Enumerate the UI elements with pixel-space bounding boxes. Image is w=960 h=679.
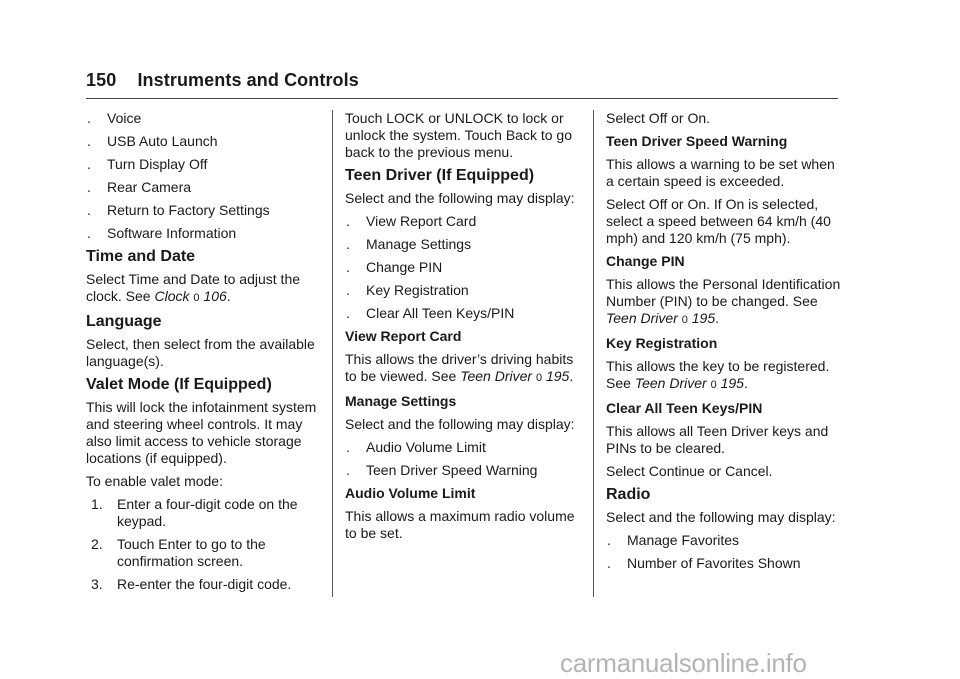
page-ref-arrow-icon: 0 xyxy=(193,292,200,304)
bullet-mark: . xyxy=(87,110,91,126)
radio-heading: Radio xyxy=(606,486,651,503)
list-item-label: Turn Display Off xyxy=(107,156,208,172)
audio-volume-limit-text: This allows a maximum radio volume to be set. xyxy=(345,508,575,541)
bullet-mark: . xyxy=(87,179,91,195)
bullet-mark: . xyxy=(346,305,350,321)
list-item-label: Return to Factory Settings xyxy=(107,202,270,218)
list-item-label: Manage Favorites xyxy=(627,532,740,548)
clock-ref-page: 106 xyxy=(203,288,227,304)
header-rule xyxy=(86,98,838,99)
valet-enable-text: To enable valet mode: xyxy=(86,473,223,489)
bullet-mark: . xyxy=(346,236,350,252)
step-text: Re-enter the four-digit code. xyxy=(117,576,292,592)
column-2 xyxy=(345,110,583,548)
valet-mode-heading: Valet Mode (If Equipped) xyxy=(86,376,272,393)
language-heading: Language xyxy=(86,313,162,330)
step-number: 3. xyxy=(91,576,103,592)
column-divider-2 xyxy=(593,110,594,597)
column-1 xyxy=(86,110,324,599)
language-text: Select, then select from the available language(s). xyxy=(86,336,315,369)
list-item xyxy=(345,282,583,299)
bullet-mark: . xyxy=(87,225,91,241)
list-item-label: Audio Volume Limit xyxy=(366,439,486,455)
teen-driver-ref-page: 195 xyxy=(691,310,716,326)
list-item-label: Rear Camera xyxy=(107,179,192,195)
list-item xyxy=(86,179,324,196)
list-item xyxy=(345,259,583,276)
list-item xyxy=(86,133,324,150)
list-item xyxy=(606,532,842,549)
page-number: 150 xyxy=(86,70,117,90)
list-item xyxy=(86,156,324,173)
list-item xyxy=(345,462,583,479)
teen-driver-heading: Teen Driver (If Equipped) xyxy=(345,167,535,184)
key-body: This allows the key to be registered. See xyxy=(606,358,830,391)
view-report-card-text xyxy=(345,351,583,387)
clear-keys-text: This allows all Teen Driver keys and PINs to be cleared. xyxy=(606,423,829,456)
bullet-mark: . xyxy=(346,259,350,275)
list-item xyxy=(345,236,583,253)
bullet-mark: . xyxy=(607,532,611,548)
bullet-mark: . xyxy=(607,555,611,571)
list-item-label: Clear All Teen Keys/PIN xyxy=(366,305,515,321)
clear-keys-heading: Clear All Teen Keys/PIN xyxy=(606,400,763,416)
teen-driver-list xyxy=(345,213,583,322)
teen-driver-ref-link[interactable] xyxy=(606,310,715,326)
list-item-label: Number of Favorites Shown xyxy=(627,555,801,571)
page-section-title: Instruments and Controls xyxy=(137,70,359,90)
list-item-label: Software Information xyxy=(107,225,237,241)
step-text: Enter a four-digit code on the keypad. xyxy=(117,496,298,529)
view-report-card-heading: View Report Card xyxy=(345,328,462,344)
step-text: Touch Enter to go to the confirmation screen. xyxy=(117,536,266,569)
page-ref-arrow-icon: 0 xyxy=(710,379,717,391)
bullet-mark: . xyxy=(87,133,91,149)
speed-warning-text: This allows a warning to be set when a certain speed is exceeded. xyxy=(606,156,835,189)
teen-driver-ref-name: Teen Driver xyxy=(634,375,707,391)
list-item xyxy=(345,439,583,456)
bullet-mark: . xyxy=(87,202,91,218)
bullet-mark: . xyxy=(346,439,350,455)
radio-text: Select and the following may display: xyxy=(606,509,836,525)
valet-mode-text: This will lock the infotainment system and steering wheel controls. It may also limit access to vehicle storage locations (if equipped). xyxy=(86,399,317,466)
teen-driver-ref-name: Teen Driver xyxy=(606,310,678,326)
key-registration-text xyxy=(606,358,842,394)
list-item xyxy=(86,225,324,242)
page-header xyxy=(86,70,359,91)
page-ref-arrow-icon: 0 xyxy=(535,372,543,384)
list-item-label: Manage Settings xyxy=(366,236,472,252)
page-ref-arrow-icon: 0 xyxy=(681,314,688,326)
list-item xyxy=(86,202,324,219)
clock-ref-link[interactable] xyxy=(154,288,226,304)
change-pin-heading: Change PIN xyxy=(606,253,685,269)
change-pin-text xyxy=(606,276,842,329)
list-item xyxy=(86,496,324,530)
list-item-label: USB Auto Launch xyxy=(107,133,218,149)
time-date-heading: Time and Date xyxy=(86,248,196,265)
sentence-period: . xyxy=(226,288,231,304)
watermark: carmanualsonline.info xyxy=(560,648,807,678)
list-item xyxy=(86,536,324,570)
list-item-label: Teen Driver Speed Warning xyxy=(366,462,538,478)
bullet-mark: . xyxy=(346,462,350,478)
list-item xyxy=(606,555,842,572)
clock-ref-name: Clock xyxy=(154,288,190,304)
speed-warning-select-text: Select Off or On. If On is selected, select a speed between 64 km/h (40 mph) and 120 km/h (75 mph). xyxy=(606,196,831,246)
column-3 xyxy=(606,110,842,578)
list-item-label: View Report Card xyxy=(366,213,477,229)
list-item xyxy=(345,305,583,322)
audio-volume-limit-heading: Audio Volume Limit xyxy=(345,485,476,501)
column-divider-1 xyxy=(332,110,333,597)
teen-driver-ref-link[interactable] xyxy=(635,375,744,391)
valet-steps-list xyxy=(86,496,324,593)
step-number: 1. xyxy=(91,496,103,512)
list-item-label: Change PIN xyxy=(366,259,443,275)
manage-settings-list xyxy=(345,439,583,479)
key-registration-heading: Key Registration xyxy=(606,335,718,351)
list-item xyxy=(86,110,324,127)
teen-driver-ref-link[interactable] xyxy=(460,368,569,384)
time-date-text xyxy=(86,271,324,307)
speed-warning-heading: Teen Driver Speed Warning xyxy=(606,133,788,149)
radio-list xyxy=(606,532,842,572)
manage-settings-text: Select and the following may display: xyxy=(345,416,575,432)
teen-driver-ref-name: Teen Driver xyxy=(460,368,533,384)
bullet-mark: . xyxy=(346,282,350,298)
manage-settings-heading: Manage Settings xyxy=(345,393,457,409)
report-body: This allows the driver’s driving habits to be viewed. See xyxy=(345,351,574,384)
sentence-period: . xyxy=(743,375,748,391)
lock-unlock-text: Touch LOCK or UNLOCK to lock or unlock the system. Touch Back to go back to the previous menu. xyxy=(345,110,572,160)
sentence-period: . xyxy=(715,310,720,326)
list-item xyxy=(86,576,324,593)
bullet-mark: . xyxy=(87,156,91,172)
time-date-body: Select Time and Date to adjust the clock. See xyxy=(86,271,301,304)
step-number: 2. xyxy=(91,536,103,552)
teen-driver-text: Select and the following may display: xyxy=(345,190,575,206)
menu-list xyxy=(86,110,324,242)
list-item xyxy=(345,213,583,230)
pin-body: This allows the Personal Identification Number (PIN) to be changed. See xyxy=(606,276,841,309)
teen-driver-ref-page: 195 xyxy=(545,368,570,384)
select-off-on-text: Select Off or On. xyxy=(606,110,711,126)
teen-driver-ref-page: 195 xyxy=(720,375,744,391)
list-item-label: Voice xyxy=(107,110,142,126)
list-item-label: Key Registration xyxy=(366,282,469,298)
clear-keys-select-text: Select Continue or Cancel. xyxy=(606,463,773,479)
sentence-period: . xyxy=(569,368,574,384)
bullet-mark: . xyxy=(346,213,350,229)
